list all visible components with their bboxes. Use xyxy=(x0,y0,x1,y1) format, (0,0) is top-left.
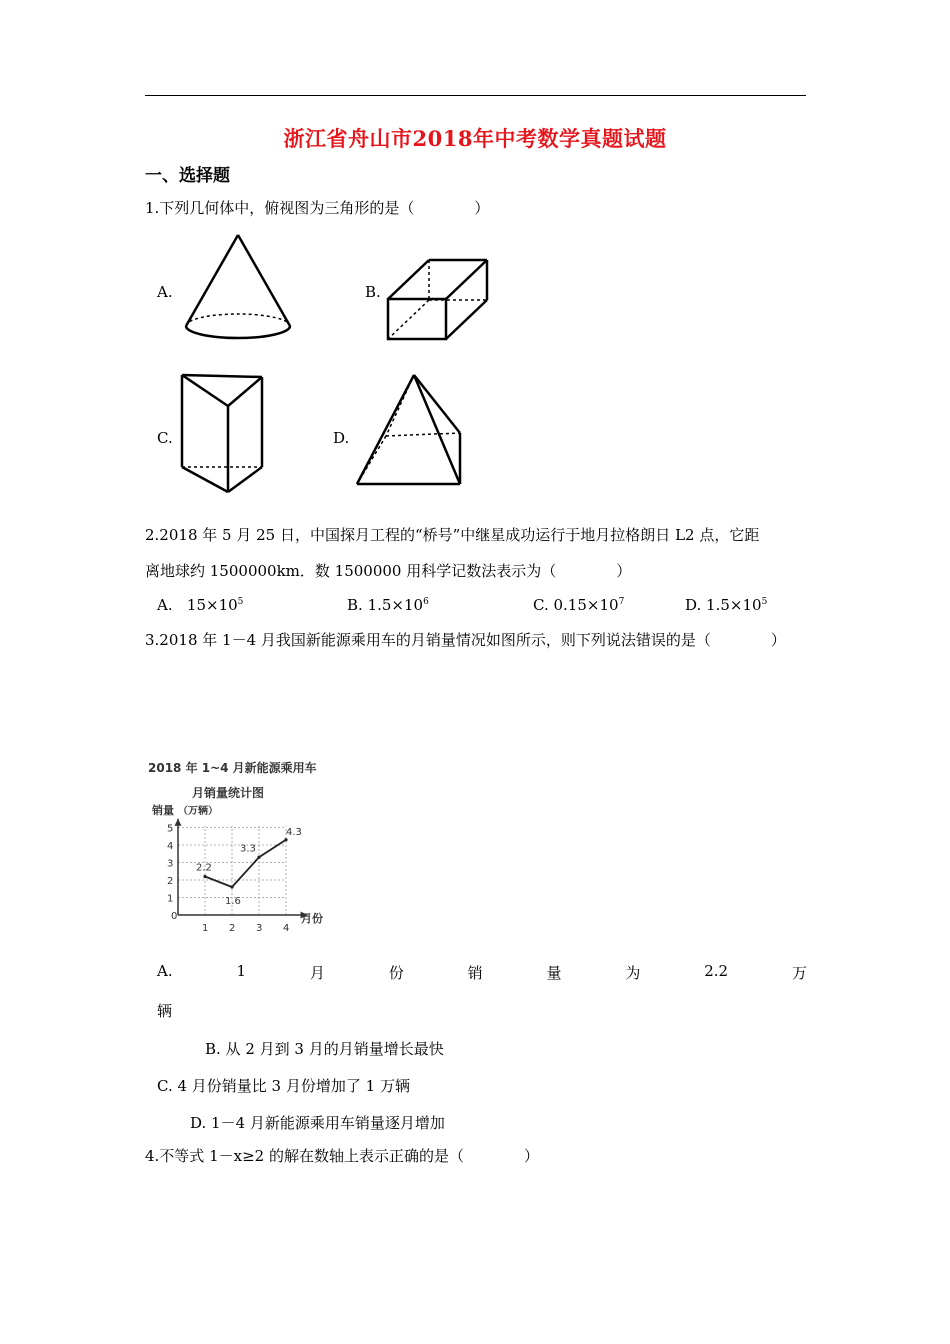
q2-option-b-exp: 6 xyxy=(423,597,429,607)
chart-x-axis-label: 月份 xyxy=(301,912,323,925)
chart-data-point xyxy=(203,875,206,878)
q3-option-a[interactable] xyxy=(157,962,807,983)
q1-option-c-label[interactable]: C. xyxy=(157,429,173,447)
page-title: 浙江省舟山市2018年中考数学真题试题 xyxy=(283,126,667,151)
q2-option-a-label: A. xyxy=(157,596,173,614)
q3-option-a-word: 2.2 xyxy=(704,962,729,980)
q3-option-a-word: A. xyxy=(157,962,173,980)
chart-data-label: 2.2 xyxy=(196,862,212,874)
q1-option-b-label[interactable]: B. xyxy=(365,283,381,301)
chart-data-label: 4.3 xyxy=(286,826,302,838)
chart-y-ticks xyxy=(167,824,173,905)
chart-y-axis-arrow xyxy=(175,819,182,826)
chart-x-tick-label: 3 xyxy=(256,923,263,934)
chart-title: 2018 年 1~4 月新能源乘用车 xyxy=(148,761,317,775)
chart-x-tick-label: 4 xyxy=(283,923,290,934)
cuboid-figure xyxy=(383,253,493,345)
q2-option-d[interactable] xyxy=(685,596,767,614)
q2-option-a-base: 15×10 xyxy=(186,596,238,614)
q3-option-a-word: 万 xyxy=(791,964,807,982)
q2-option-d-base: 1.5×10 xyxy=(706,596,762,614)
q2-option-b-label: B. xyxy=(347,596,363,614)
q2-option-a[interactable] xyxy=(157,596,243,614)
q3-option-d[interactable]: D. 1－4 月新能源乘用车销量逐月增加 xyxy=(190,1114,445,1132)
question-2-line-2: 离地球约 1500000km．数 1500000 用科学记数法表示为（ ） xyxy=(145,562,632,580)
chart-y-tick-label: 4 xyxy=(167,841,174,852)
chart-subtitle: 月销量统计图 xyxy=(192,786,265,800)
question-3-stem: 3.2018 年 1－4 月我国新能源乘用车的月销量情况如图所示，则下列说法错误的是（ ） xyxy=(145,631,786,649)
q3-option-a-word: 销 xyxy=(467,964,483,982)
chart-x-tick-label: 1 xyxy=(202,923,209,934)
chart-y-tick-label: 5 xyxy=(167,823,174,835)
header-rule xyxy=(145,95,806,96)
chart-data-label: 1.6 xyxy=(225,896,241,907)
chart-data-point xyxy=(257,856,260,859)
chart-data-label: 3.3 xyxy=(240,843,256,855)
q2-option-d-label: D. xyxy=(685,596,702,614)
chart-data-point xyxy=(230,885,233,888)
chart-y-tick-label: 2 xyxy=(167,876,174,887)
q2-option-a-exp: 5 xyxy=(237,597,244,607)
q3-option-c[interactable]: C. 4 月份销量比 3 月份增加了 1 万辆 xyxy=(157,1077,410,1095)
q3-option-a-word: 月 xyxy=(309,964,325,982)
q3-option-b[interactable]: B. 从 2 月到 3 月的月销量增长最快 xyxy=(205,1040,444,1058)
q2-option-b[interactable] xyxy=(347,596,429,614)
q3-option-a-word: 为 xyxy=(625,964,641,982)
q3-option-a-word: 1 xyxy=(236,962,247,980)
chart-y-tick-label: 3 xyxy=(167,858,174,870)
section-heading: 一、选择题 xyxy=(145,166,230,186)
chart-y-axis-label: 销量 xyxy=(152,804,174,817)
q1-option-d-label[interactable]: D. xyxy=(333,429,350,447)
q2-option-c-exp: 7 xyxy=(618,597,625,607)
pyramid-figure xyxy=(352,370,467,490)
question-2-line-1: 2.2018 年 5 月 25 日，中国探月工程的“桥号”中继星成功运行于地月拉格朗日 L2 点，它距 xyxy=(145,526,760,544)
question-1-stem: 1.下列几何体中，俯视图为三角形的是（ ） xyxy=(145,199,490,217)
q2-option-c-label: C. xyxy=(533,596,549,614)
q2-option-d-exp: 5 xyxy=(761,597,768,607)
chart-y-axis-unit: （万辆） xyxy=(178,806,218,817)
triangular-prism-figure xyxy=(176,370,266,498)
chart-y-tick-label: 1 xyxy=(167,893,174,905)
sales-line-chart xyxy=(140,752,340,937)
q2-option-b-base: 1.5×10 xyxy=(367,596,424,614)
question-4-stem: 4.不等式 1－x≥2 的解在数轴上表示正确的是（ ） xyxy=(145,1147,539,1165)
q2-option-c[interactable] xyxy=(533,596,624,614)
q3-option-a-wrap[interactable]: 辆 xyxy=(157,1002,173,1020)
q2-option-c-base: 0.15×10 xyxy=(553,596,619,614)
chart-origin-label: 0 xyxy=(171,911,178,922)
chart-x-ticks xyxy=(202,923,289,934)
chart-x-tick-label: 2 xyxy=(229,923,236,934)
cone-figure xyxy=(178,228,298,343)
q3-option-a-word: 份 xyxy=(388,964,404,982)
q1-option-a-label[interactable]: A. xyxy=(157,283,173,301)
q3-option-a-word: 量 xyxy=(546,964,562,982)
chart-data-point xyxy=(284,838,287,841)
